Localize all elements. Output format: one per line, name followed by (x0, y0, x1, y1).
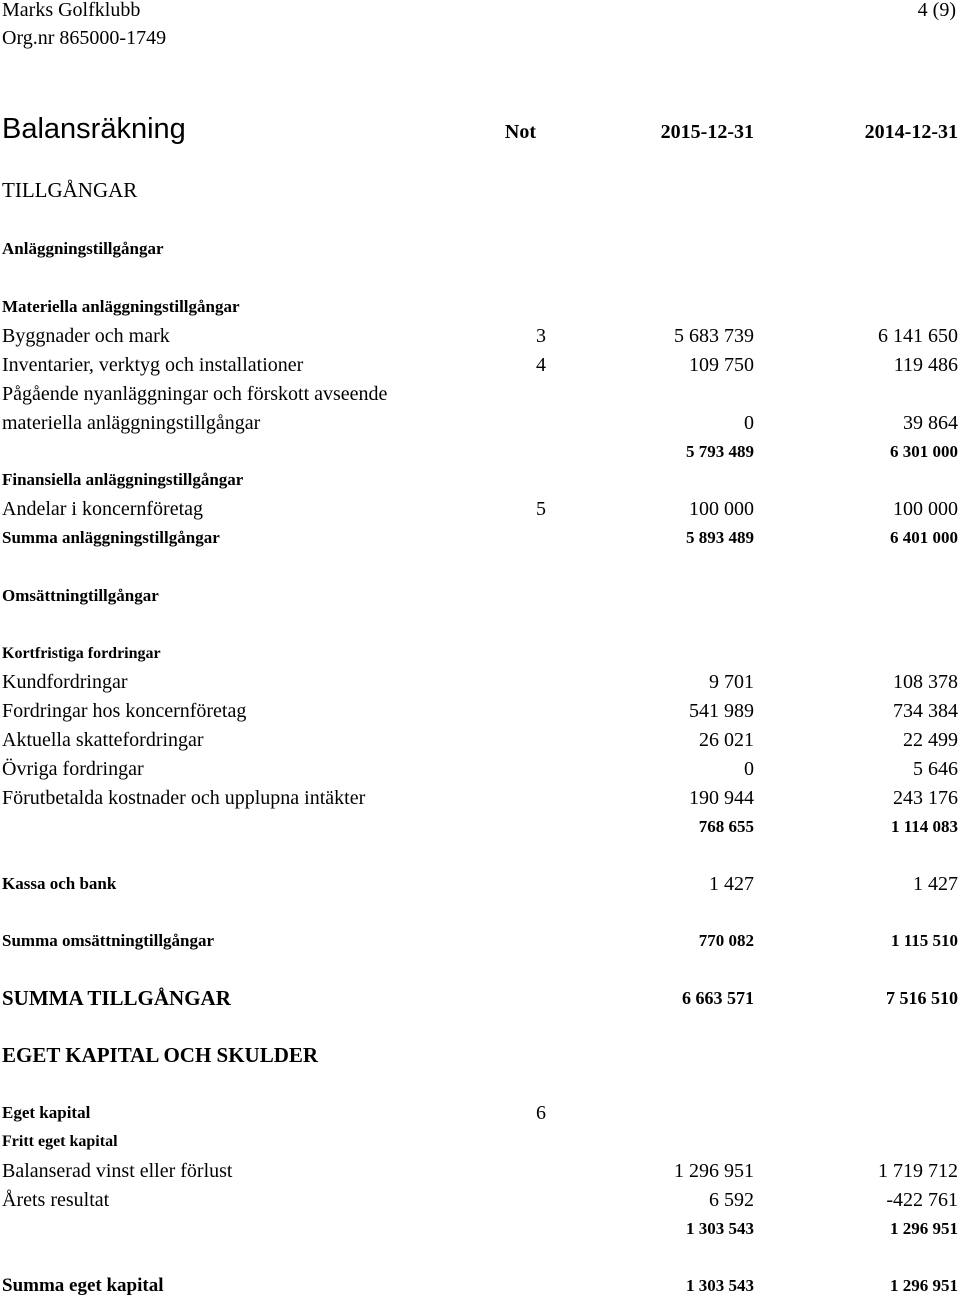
group-heading (0, 1130, 960, 1154)
col-header-note: Not (504, 121, 536, 143)
subtotal-row (0, 440, 960, 464)
total-value-2014: 1 296 951 (890, 1276, 958, 1295)
row-label: Fritt eget kapital (2, 1133, 118, 1150)
total-row (0, 526, 960, 550)
row-label: Kundfordringar (2, 671, 128, 693)
row-label: Summa anläggningstillgångar (2, 528, 220, 547)
row-value-2014: 5 646 (913, 758, 958, 780)
table-row (0, 324, 960, 348)
group-heading (0, 642, 960, 666)
table-row (0, 1188, 960, 1212)
row-label: Årets resultat (2, 1189, 110, 1211)
row-label: Förutbetalda kostnader och upplupna intäkter (2, 787, 366, 809)
row-value-2015: 541 989 (689, 700, 754, 722)
group-heading (0, 468, 960, 492)
total-value-2015: 770 082 (698, 931, 754, 950)
subtotal-value-2015: 1 303 543 (686, 1219, 754, 1238)
total-value-2015: 1 303 543 (686, 1276, 754, 1295)
row-value-2015: 0 (744, 412, 754, 434)
row-note: 6 (536, 1102, 546, 1124)
row-value-2014: 39 864 (903, 412, 958, 434)
subsection-heading (0, 584, 960, 608)
row-label: EGET KAPITAL OCH SKULDER (2, 1043, 319, 1067)
row-label: Fordringar hos koncernföretag (2, 700, 247, 722)
row-label: Kortfristiga fordringar (2, 645, 161, 662)
table-row (0, 497, 960, 521)
row-value-2014: 1 719 712 (878, 1160, 958, 1182)
subsection-heading (0, 237, 960, 261)
row-label: SUMMA TILLGÅNGAR (2, 986, 231, 1010)
subtotal-row (0, 1217, 960, 1241)
row-value-2015: 100 000 (689, 498, 754, 520)
row-label: Anläggningstillgångar (2, 239, 164, 258)
row-value-2015: 1 296 951 (674, 1160, 754, 1182)
row-note: 3 (536, 325, 546, 347)
row-value-2014: 1 427 (913, 873, 958, 895)
row-value-2014: 119 486 (893, 354, 958, 376)
row-label: TILLGÅNGAR (2, 178, 138, 202)
grand-total-value-2015: 6 663 571 (682, 988, 754, 1008)
row-label: Omsättningtillgångar (2, 586, 159, 605)
table-row (0, 757, 960, 781)
row-label: Andelar i koncernföretag (2, 498, 204, 520)
row-value-2015: 5 683 739 (674, 325, 754, 347)
row-label: Eget kapital (2, 1103, 91, 1122)
table-row (0, 699, 960, 723)
row-label: Inventarier, verktyg och installationer (2, 354, 304, 376)
row-label: Aktuella skattefordringar (2, 729, 204, 751)
table-row (0, 1159, 960, 1183)
row-value-2014: 734 384 (893, 700, 958, 722)
subtotal-row (0, 815, 960, 839)
subtotal-value-2014: 1 114 083 (890, 817, 958, 836)
total-value-2015: 5 893 489 (686, 528, 754, 547)
col-header-2014: 2014-12-31 (864, 121, 958, 143)
total-row (0, 1274, 960, 1298)
row-label: Balanserad vinst eller förlust (2, 1160, 233, 1182)
row-label: Pågående nyanläggningar och förskott avseende (2, 383, 388, 405)
subtotal-value-2015: 5 793 489 (686, 442, 754, 461)
table-row (0, 382, 960, 406)
row-value-2014: 243 176 (893, 787, 958, 809)
total-value-2014: 1 115 510 (890, 931, 958, 950)
table-row (0, 353, 960, 377)
subsection-heading (0, 1101, 960, 1125)
row-value-2014: 100 000 (893, 498, 958, 520)
row-value-2015: 9 701 (709, 671, 754, 693)
subtotal-value-2014: 6 301 000 (890, 442, 958, 461)
total-row (0, 929, 960, 953)
row-value-2014: 6 141 650 (878, 325, 958, 347)
row-label: Finansiella anläggningstillgångar (2, 470, 244, 489)
row-value-2015: 26 021 (699, 729, 754, 751)
row-value-2015: 190 944 (689, 787, 754, 809)
subtotal-value-2015: 768 655 (698, 817, 754, 836)
subtotal-value-2014: 1 296 951 (890, 1219, 958, 1238)
row-note: 5 (536, 498, 546, 520)
row-value-2015: 109 750 (689, 354, 754, 376)
page-title: Balansräkning (2, 113, 186, 145)
row-value-2014: -422 761 (886, 1189, 958, 1211)
row-label: Byggnader och mark (2, 325, 170, 347)
row-label: Övriga fordringar (2, 758, 144, 780)
row-value-2015: 0 (744, 758, 754, 780)
page-number: 4 (9) (917, 0, 956, 21)
row-value-2015: 6 592 (709, 1189, 754, 1211)
row-value-2015: 1 427 (709, 873, 754, 895)
row-label: Summa omsättningtillgångar (2, 931, 215, 950)
row-value-2014: 22 499 (903, 729, 958, 751)
row-label: Materiella anläggningstillgångar (2, 297, 240, 316)
section-heading-equity-liabilities (0, 1043, 960, 1067)
row-note: 4 (536, 354, 546, 376)
table-row (0, 786, 960, 810)
org-number: Org.nr 865000-1749 (2, 27, 167, 49)
grand-total-value-2014: 7 516 510 (886, 988, 958, 1008)
col-header-2015: 2015-12-31 (660, 121, 754, 143)
section-heading-assets (0, 178, 960, 202)
row-label: Summa eget kapital (2, 1275, 164, 1296)
row-value-2014: 108 378 (893, 671, 958, 693)
table-row (0, 728, 960, 752)
total-value-2014: 6 401 000 (890, 528, 958, 547)
table-row (0, 872, 960, 896)
grand-total-row (0, 986, 960, 1010)
table-row (0, 411, 960, 435)
row-label: Kassa och bank (2, 874, 117, 893)
group-heading (0, 295, 960, 319)
company-name: Marks Golfklubb (2, 0, 141, 21)
row-label: materiella anläggningstillgångar (2, 412, 261, 434)
table-row (0, 670, 960, 694)
